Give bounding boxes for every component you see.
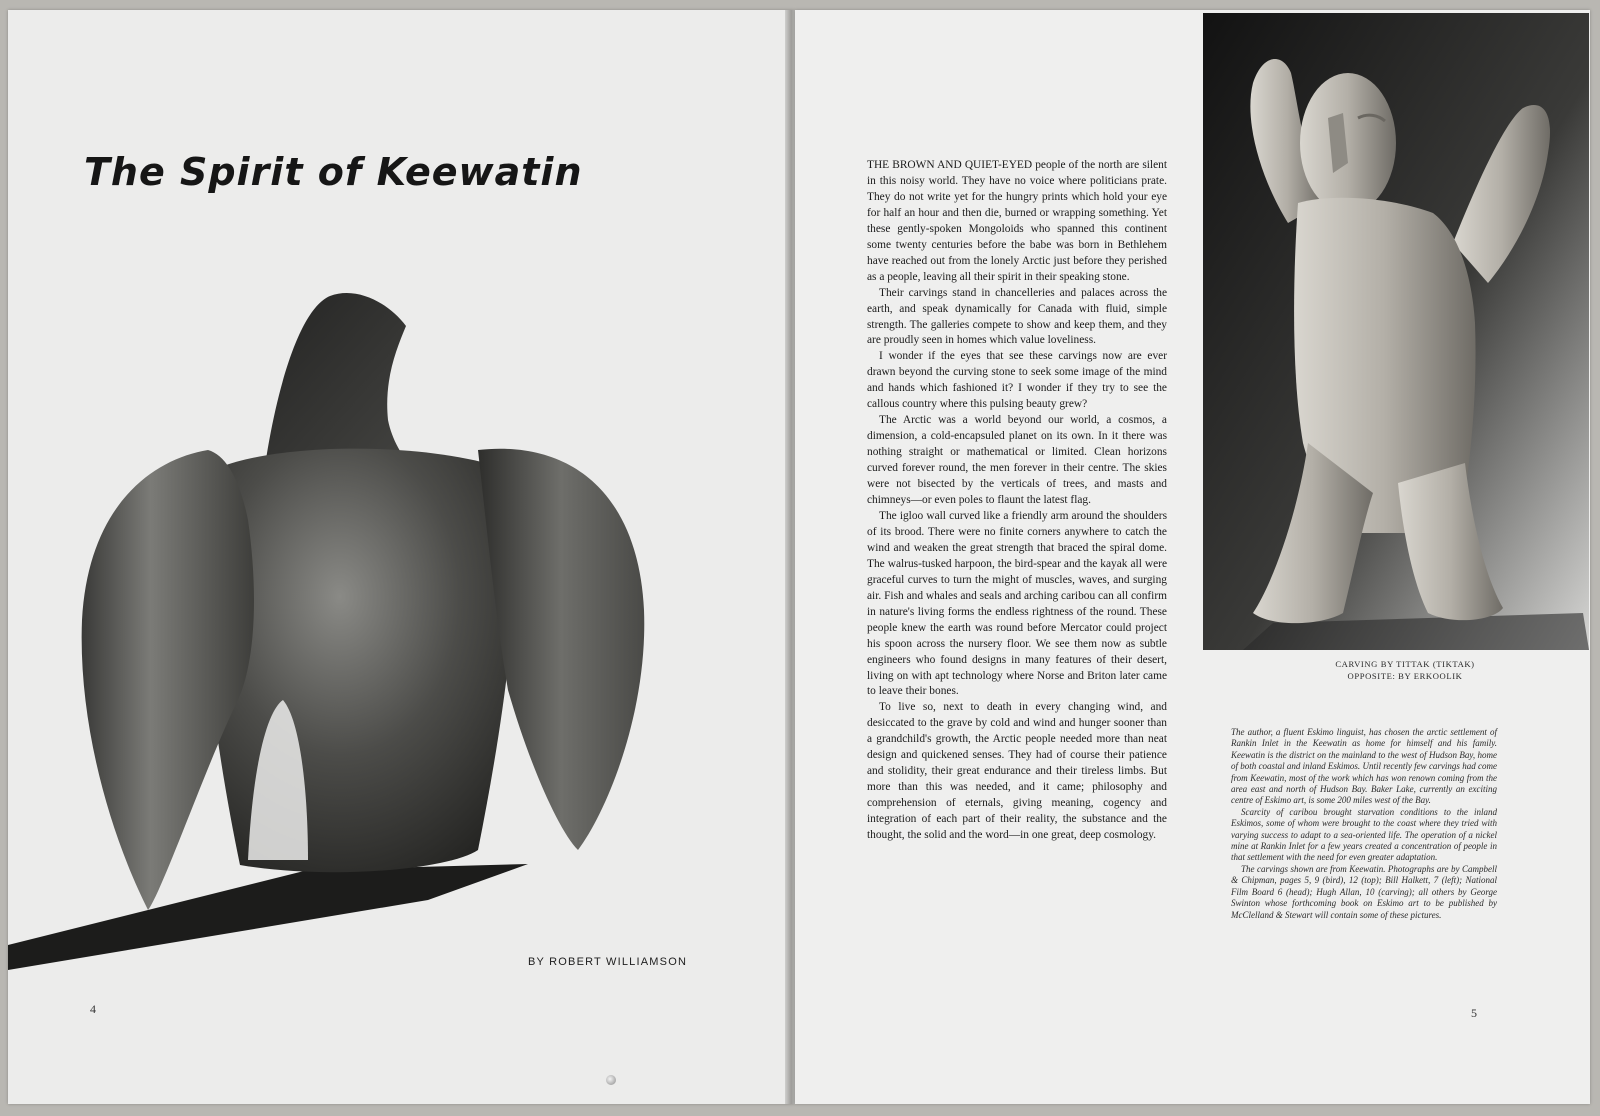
caption-line: CARVING BY TITTAK (TIKTAK): [1335, 659, 1475, 669]
body-paragraph: Their carvings stand in chancelleries and palaces across the earth, and speak dynamically for Canada with fluid, simple strength. The galleries compete to show and keep them, and they are proudly seen in homes which value loveliness.: [867, 286, 1167, 347]
left-page: [8, 10, 794, 1104]
body-paragraph: The igloo wall curved like a friendly arm around the shoulders of its brood. There were no finite corners anywhere to catch the wind and weaken the great strength that braced the spiral dome. The walrus-tusked harpoon, the bird-spear and the kayak all were graceful curves to turn the might of muscles, waves, and surging air. Fish and whales and seals and arching caribou can all confirm in nature's living forms the endless rightness of the round. These people knew the earth was round before Mercator could project his spoon across the nursery floor. We see them now as subtle engineers who found designs in many features of their desert, living on with apt technology where Norse and Briton later came to leave their bones.: [867, 509, 1167, 698]
caption-line: OPPOSITE: BY ERKOOLIK: [1347, 671, 1463, 681]
author-byline: BY ROBERT WILLIAMSON: [528, 956, 688, 968]
bird-sculpture-photo: [8, 290, 794, 970]
staple: [606, 1075, 616, 1085]
note-paragraph: Scarcity of caribou brought starvation conditions to the inland Eskimos, some of whom were brought to the coast where they tried with varying success to adapt to a sea-oriented life. The operation of a nickel mine at Rankin Inlet for a few years created a concentration of people in that settlement with the need for even greater adaptation.: [1231, 806, 1497, 863]
body-paragraph: The Arctic was a world beyond our world, a cosmos, a dimension, a cold-encapsuled planet on its own. In it there was nothing straight or mathematical or limited. Clean horizons curved forever round, the men forever in their centre. The skies were not bisected by the verticals of trees, and masts and chimneys—or even poles to flaunt the latest flag.: [867, 414, 1167, 507]
body-paragraph: To live so, next to death in every changing wind, and desiccated to the grave by cold and wind and hunger sooner than a grandchild's growth, the Arctic people needed more than neat design and quickened senses. They had of course their patience and stolidity, their great endurance and their tireless limbs. But more than this was needed, and it came; philosophy and comprehension of eternals, giving meaning, cogency and integration of each part of their reality, the substance and the thought, the solid and the word—in one great, deep cosmology.: [867, 701, 1167, 842]
body-paragraph: I wonder if the eyes that see these carvings now are ever drawn beyond the curving stone to seek some image of the mind and hands which fashioned it? I wonder if they try to see the callous country where this pulsing beauty grew?: [867, 350, 1167, 411]
page-number-right: 5: [1471, 1006, 1477, 1020]
article-title: The Spirit of Keewatin: [84, 150, 583, 194]
note-paragraph: The carvings shown are from Keewatin. Photographs are by Campbell & Chipman, pages 5, 9 (bird), 12 (top); Bill Halkett, 7 (left); National Film Board 6 (head); Hugh Allan, 10 (carving); all others by George Swinton whose forthcoming book on Eskimo art to be published by McClelland & Stewart will contain some of these pictures.: [1231, 863, 1497, 920]
body-paragraph: THE BROWN AND QUIET-EYED people of the north are silent in this noisy world. They have no voice where politicians prate. They do not write yet for the hungry prints which hold your eye for half an hour and then die, burned or wrapping something. Yet these gently-spoken Mongoloids who spanned this continent some twenty centuries before the babe was born in Bethlehem have reached out from the lonely Arctic just before they perished as a people, leaving all their spirit in their speaking stone.: [867, 159, 1167, 283]
right-page: [795, 10, 1590, 1104]
photo-caption: [1225, 658, 1585, 682]
note-paragraph: The author, a fluent Eskimo linguist, has chosen the arctic settlement of Rankin Inlet in the Keewatin as home for himself and his family. Keewatin is the district on the mainland to the west of Hudson Bay, home of both coastal and inland Eskimos. Until recently few carvings had come from Keewatin, most of the work which has won renown coming from the area east and north of Hudson Bay. Baker Lake, currently an exciting centre of Eskimo art, is some 200 miles west of the Bay.: [1231, 727, 1497, 806]
human-figure-carving-photo: [1203, 13, 1589, 650]
page-number-left: 4: [90, 1002, 96, 1016]
article-body: [867, 158, 1167, 844]
author-note: [1231, 727, 1497, 921]
